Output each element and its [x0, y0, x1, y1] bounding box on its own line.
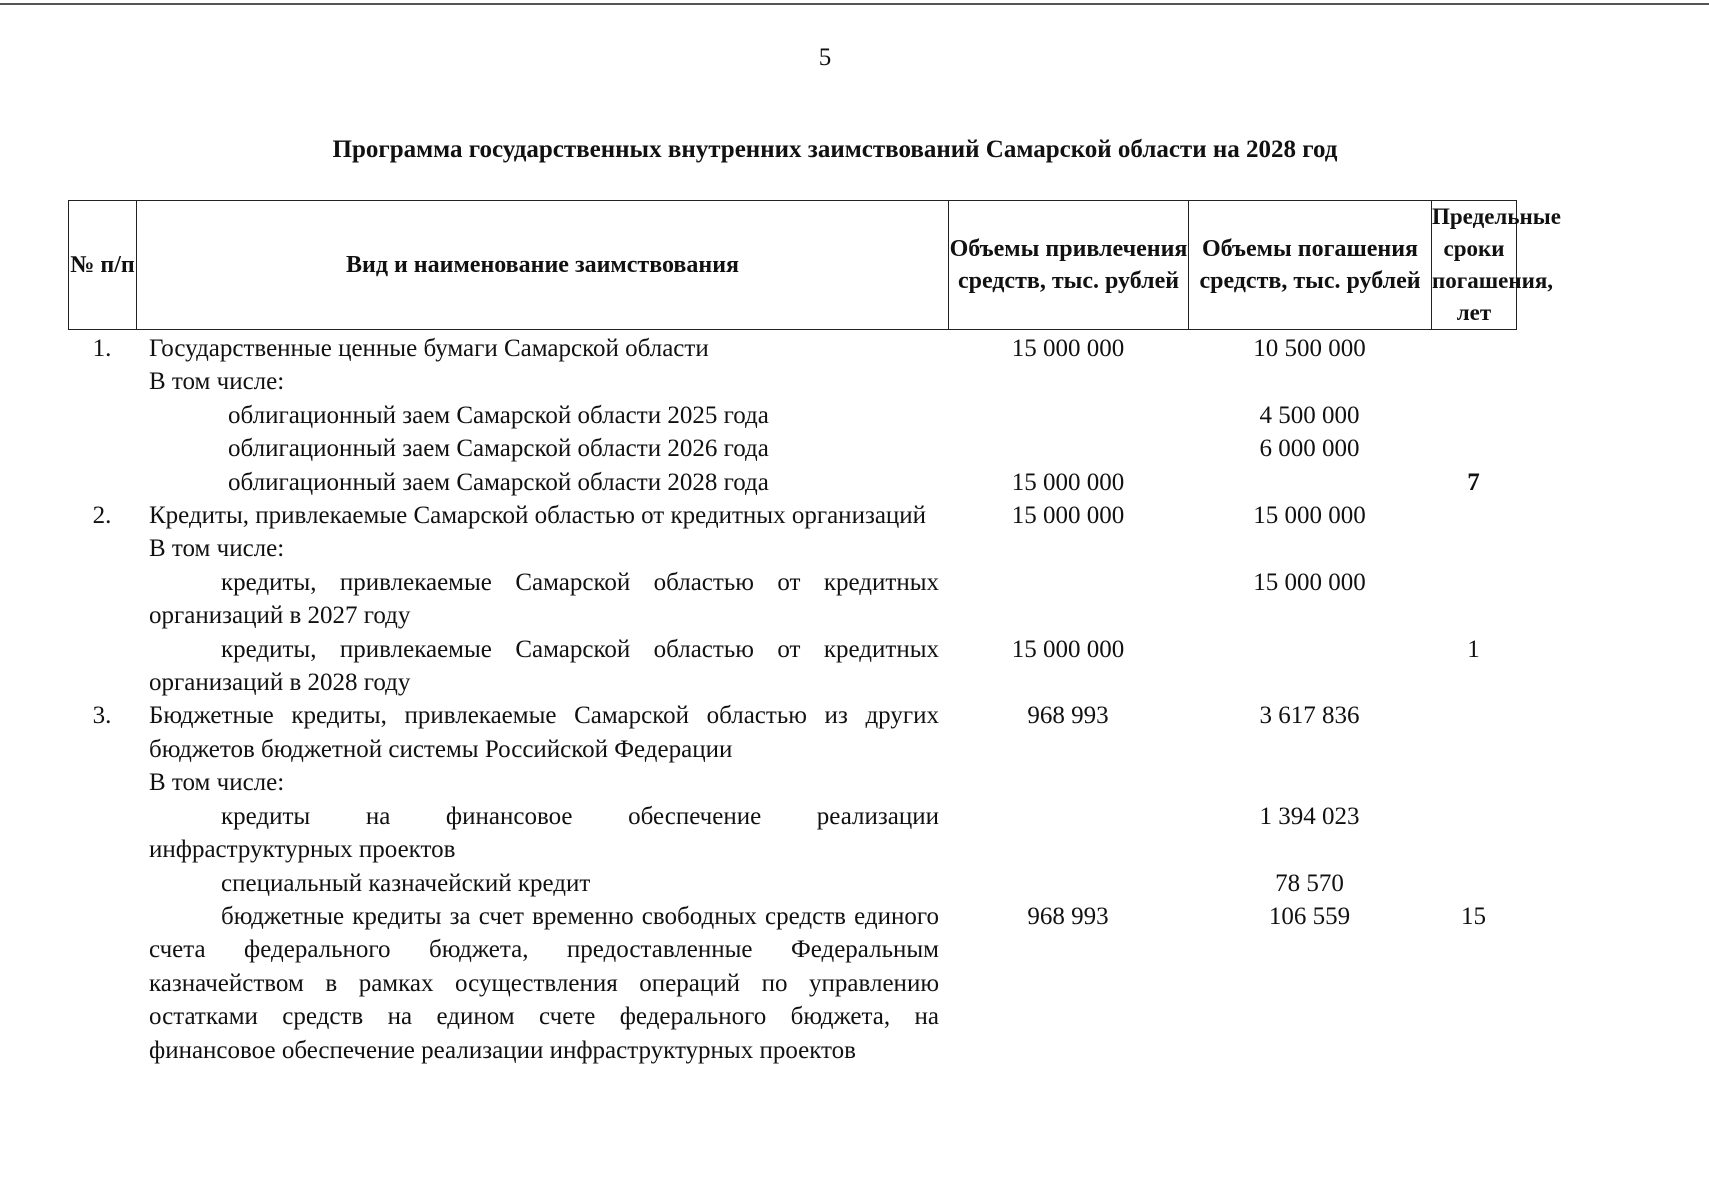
table-row	[68, 365, 1516, 398]
header-borrowing-type: Вид и наименование заимствования	[137, 201, 949, 330]
header-repayment-volume: Объемы погашения средств, тыс. рублей	[1189, 201, 1432, 330]
table-row	[68, 800, 1516, 867]
borrowings-table-header	[68, 200, 1561, 330]
row-number: 1.	[92, 335, 112, 362]
row-name: В том числе:	[149, 769, 285, 797]
table-row	[68, 399, 1516, 432]
row-repayment: 78 570	[1275, 869, 1344, 897]
header-attraction-volume: Объемы привлечения средств, тыс. рублей	[949, 201, 1189, 330]
row-attraction: 15 000 000	[1011, 335, 1125, 362]
row-term: 7	[1467, 468, 1480, 496]
row-name: кредиты, привлекаемые Самарской областью от кредитных организаций в 2027 году	[149, 568, 939, 630]
table-row	[68, 332, 1516, 365]
row-name: Государственные ценные бумаги Самарской области	[149, 335, 709, 362]
row-attraction: 15 000 000	[1011, 502, 1125, 530]
header-number: № п/п	[69, 201, 137, 330]
row-name: Бюджетные кредиты, привлекаемые Самарской областью из других бюджетов бюджетной системы Российской Федерации	[149, 702, 939, 763]
row-repayment: 15 000 000	[1253, 568, 1366, 596]
row-term: 15	[1461, 902, 1486, 930]
row-repayment: 6 000 000	[1259, 435, 1360, 463]
table-row	[68, 766, 1516, 799]
row-number: 2.	[92, 502, 112, 530]
table-row	[68, 900, 1516, 1067]
row-name: кредиты на финансовое обеспечение реализации инфраструктурных проектов	[149, 802, 939, 864]
page-title: Программа государственных внутренних заимствований Самарской области на 2028 год	[332, 136, 1338, 163]
row-name: облигационный заем Самарской области 2026 года	[228, 435, 769, 463]
header-repayment-term: Предельные сроки погашения, лет	[1432, 201, 1517, 330]
table-row	[68, 867, 1516, 900]
row-name: облигационный заем Самарской области 2025 года	[228, 401, 769, 429]
table-row	[68, 566, 1516, 633]
row-term: 1	[1467, 635, 1480, 663]
row-name: В том числе:	[149, 368, 285, 396]
table-row	[68, 466, 1516, 499]
row-name: специальный казначейский кредит	[221, 869, 591, 897]
row-name: облигационный заем Самарской области 2028 года	[228, 468, 769, 496]
row-repayment: 106 559	[1268, 902, 1351, 930]
table-row	[68, 633, 1516, 700]
row-name: бюджетные кредиты за счет временно свободных средств единого счета федерального бюджета, предоставленные Федеральным казначейством в рамках осуществления операций по управлению остатками средств на едином счете федерального бюджета, на финансовое обеспечение реализации инфраструктурных проектов	[149, 902, 939, 1064]
table-row	[68, 699, 1516, 766]
row-number: 3.	[92, 702, 112, 730]
row-name: В том числе:	[149, 535, 285, 563]
row-repayment: 1 394 023	[1259, 802, 1360, 830]
borrowings-table-body	[68, 332, 1516, 1067]
table-row	[68, 432, 1516, 465]
table-row	[68, 532, 1516, 565]
row-attraction: 968 993	[1027, 702, 1109, 730]
row-attraction: 15 000 000	[1011, 635, 1125, 663]
row-repayment: 4 500 000	[1259, 401, 1360, 429]
row-name: кредиты, привлекаемые Самарской областью от кредитных организаций в 2028 году	[149, 635, 939, 697]
row-repayment: 10 500 000	[1253, 335, 1366, 362]
row-repayment: 15 000 000	[1253, 502, 1366, 530]
top-border-line	[0, 3, 1709, 5]
row-name: Кредиты, привлекаемые Самарской областью от кредитных организаций	[149, 502, 927, 530]
table-row	[68, 499, 1516, 532]
row-attraction: 15 000 000	[1011, 468, 1125, 496]
page-number: 5	[818, 44, 832, 71]
row-repayment: 3 617 836	[1259, 702, 1360, 730]
row-attraction: 968 993	[1027, 902, 1109, 930]
